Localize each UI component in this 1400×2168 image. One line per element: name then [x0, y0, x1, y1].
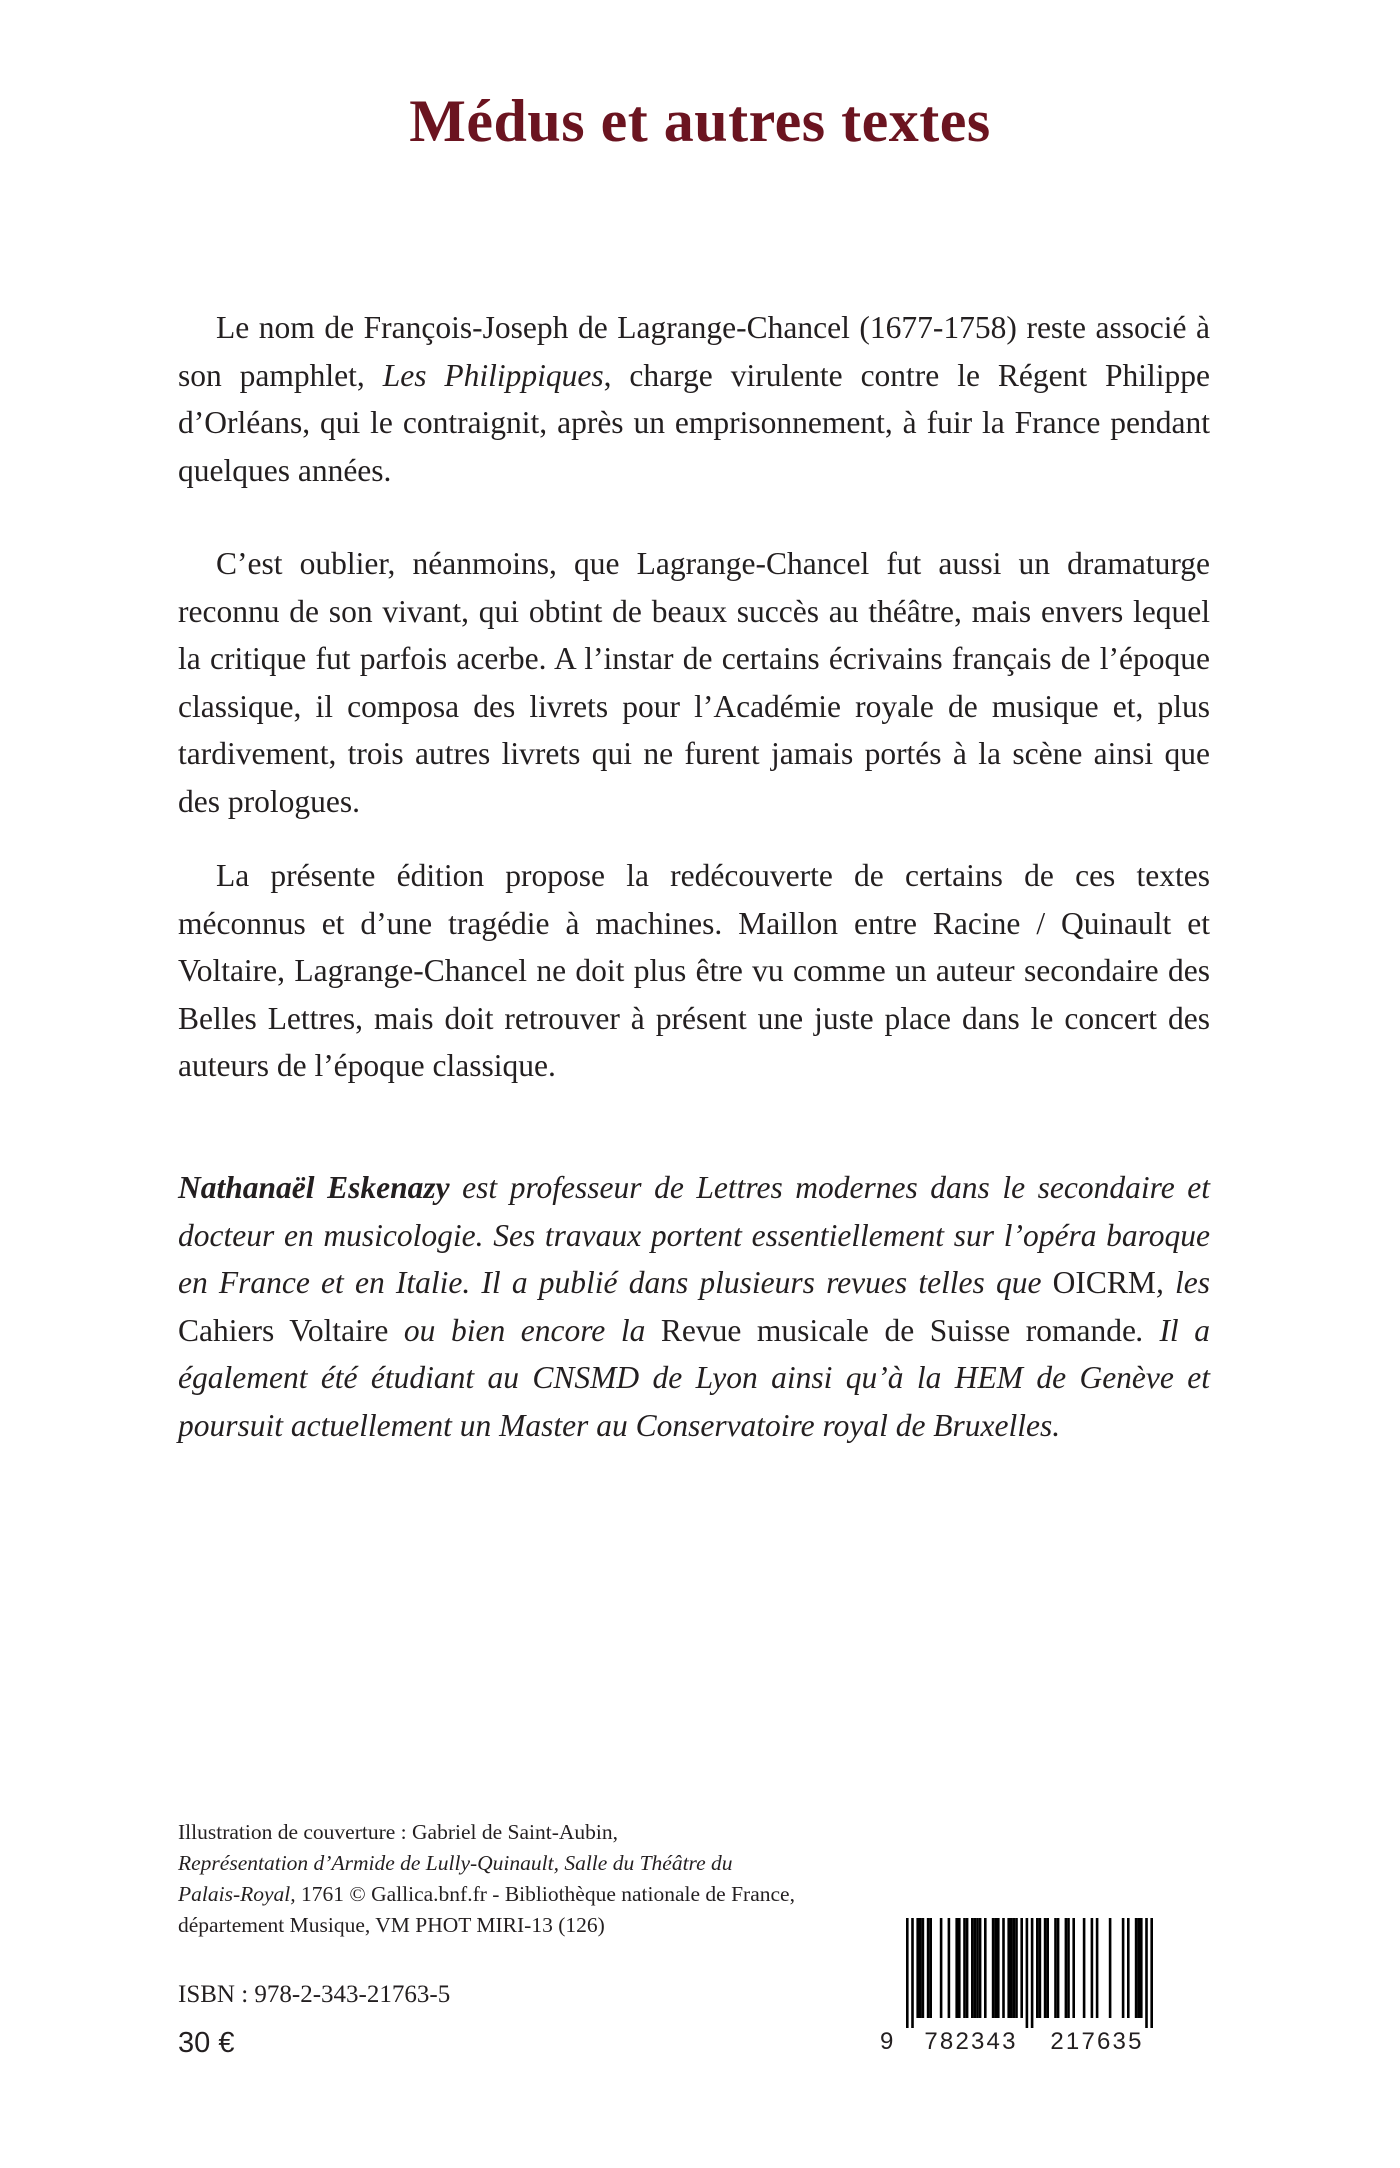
barcode-bar [1054, 1918, 1057, 2018]
barcode-bar [1013, 1918, 1016, 2018]
barcode-bar [979, 1918, 982, 2018]
barcode-bar [1109, 1918, 1112, 2018]
barcode-bar [940, 1918, 943, 2018]
barcode-bar [963, 1918, 966, 2018]
barcode-bar [1057, 1918, 1060, 2018]
summary-paragraph-1 [178, 304, 1210, 494]
barcode-bar [1145, 1918, 1148, 2028]
barcode-bar [1046, 1918, 1049, 2018]
author-name: Nathanaël Eskenazy [178, 1170, 450, 1205]
barcode-bar [1137, 1918, 1140, 2018]
book-title: Médus et autres textes [409, 88, 991, 154]
isbn: ISBN : 978-2-343-21763-5 [178, 1981, 451, 2008]
barcode-bar [1072, 1918, 1075, 2018]
barcode-bar [966, 1918, 969, 2018]
barcode-bar [1091, 1918, 1094, 2018]
cover-illustration-credits: Illustration de couverture : Gabriel de Saint-Aubin, Représentation d’Armide de Lully-Quinault, Salle du Théâtre du Palais-Royal, 1761 © Gallica.bnf.fr - Bibliothèque nationale de France, département Musique, VM PHOT MIRI-13 (126) [178, 1820, 795, 1937]
barcode-bar [916, 1918, 919, 2018]
barcode-bar [955, 1918, 958, 2018]
barcode-bar [984, 1918, 987, 2018]
barcode-bar [1127, 1918, 1130, 2018]
barcode-bar [1002, 1918, 1005, 2018]
barcode-bar [1039, 1918, 1042, 2018]
barcode-bar [1031, 1918, 1034, 2028]
barcode-bar [1135, 1918, 1138, 2018]
author-bio: Nathanaël Eskenazy est professeur de Lettres modernes dans le secondaire et docteur en musicologie. Ses travaux portent essentiellement sur l’opéra baroque en France et en Italie. Il a publié dans plusieurs revues telles que OICRM, les Cahiers Voltaire ou bien encore la Revue musicale de Suisse romande. Il a également été étudiant au CNSMD de Lyon ainsi qu’à la HEM de Genève et poursuit actuellement un Master au Conservatoire royal de Bruxelles. [178, 1170, 1210, 1443]
barcode-bar [1122, 1918, 1125, 2018]
barcode-bar [1007, 1918, 1010, 2018]
barcode-bar [992, 1918, 995, 2018]
barcode-bar [1065, 1918, 1068, 2018]
barcode-bar [948, 1918, 951, 2018]
summary-paragraph-3 [178, 852, 1210, 1090]
barcode-bar [1044, 1918, 1047, 2018]
barcode-bar [1150, 1918, 1153, 2028]
summary-paragraph-2 [178, 540, 1210, 825]
barcode-bar [971, 1918, 974, 2018]
summary-p1-text: Le nom de François-Joseph de Lagrange-Chancel (1677-1758) reste associé à son pamphlet, Les Philippiques, charge virulente contre le Régent Philippe d’Orléans, qui le contraignit, après un emprisonnement, à fuir la France pendant quelques années. [178, 310, 1210, 488]
barcode-bar [927, 1918, 930, 2018]
barcode-bar [919, 1918, 922, 2018]
barcode-bar [911, 1918, 914, 2028]
summary-p3-text: La présente édition propose la redécouverte de certains de ces textes méconnus et d’une tragédie à machines. Maillon entre Racine / Quinault et Voltaire, Lagrange-Chancel ne doit plus être vu comme un auteur secondaire des Belles Lettres, mais doit retrouver à présent une juste place dans le concert des auteurs de l’époque classique. [178, 858, 1210, 1083]
barcode-bar [1083, 1918, 1086, 2018]
barcode-bar [1015, 1918, 1018, 2018]
barcode-digits: 9 782343 217635 [880, 2028, 1144, 2055]
barcode-bar [1067, 1918, 1070, 2018]
barcode-bar [1096, 1918, 1099, 2018]
barcode-bar [1140, 1918, 1143, 2018]
price: 30 € [178, 2027, 235, 2059]
barcode-bar [976, 1918, 979, 2018]
barcode-bar [1036, 1918, 1039, 2018]
barcode-bar [1010, 1918, 1013, 2018]
barcode-bar [1020, 1918, 1023, 2018]
barcode-bar [906, 1918, 909, 2028]
barcode-bar [929, 1918, 932, 2018]
summary-p2-text: C’est oublier, néanmoins, que Lagrange-Chancel fut aussi un dramaturge reconnu de son vivant, qui obtint de beaux succès au théâtre, mais envers lequel la critique fut parfois acerbe. A l’instar de certains écrivains français de l’époque classique, il composa des livrets pour l’Académie royale de musique et, plus tardivement, trois autres livrets qui ne furent jamais portés à la scène ainsi que des prologues. [178, 546, 1210, 819]
barcode-bar [958, 1918, 961, 2018]
barcode-bar [1026, 1918, 1029, 2028]
barcode-bars [880, 1918, 1170, 2028]
barcode-bar [997, 1918, 1000, 2018]
barcode-bar [994, 1918, 997, 2018]
barcode-bar [974, 1918, 977, 2018]
barcode-bar [922, 1918, 925, 2018]
